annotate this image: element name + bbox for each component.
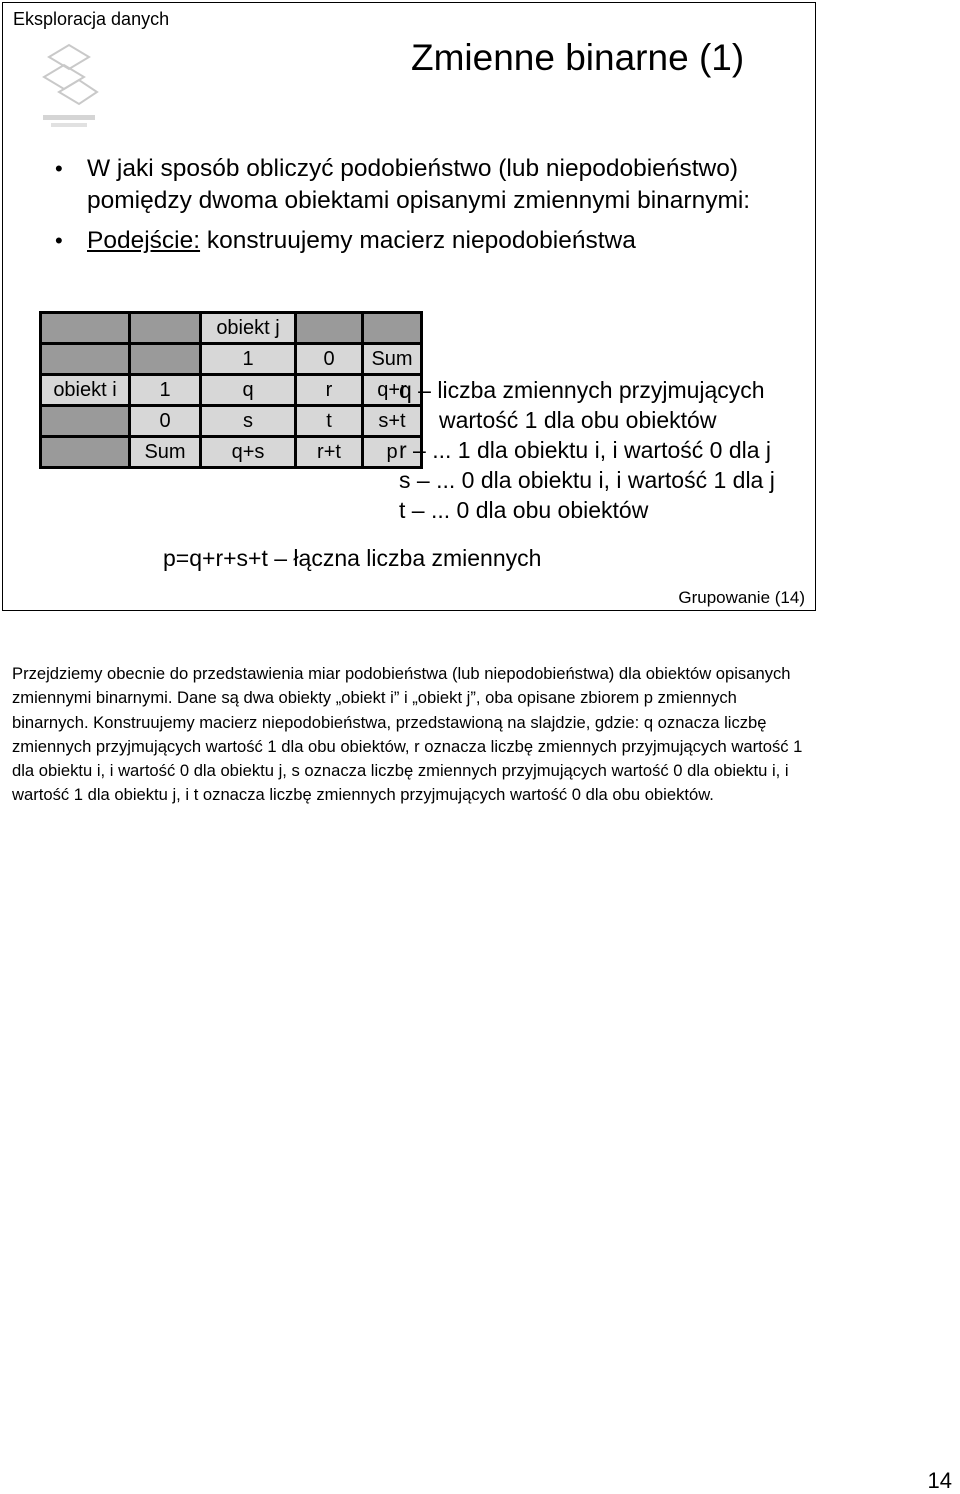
matrix-cell: r+t: [296, 437, 363, 468]
bullet-item: [55, 153, 755, 217]
matrix-cell: q: [201, 375, 296, 406]
row-header: obiekt i: [41, 375, 130, 406]
slide-title: Zmienne binarne (1): [411, 37, 745, 78]
header-label: Eksploracja danych: [13, 9, 170, 29]
row-label: 1: [130, 375, 201, 406]
bullet-item: [55, 225, 755, 257]
row-label: Sum: [130, 437, 201, 468]
matrix-cell: r: [296, 375, 363, 406]
col-label: Sum: [363, 344, 422, 375]
legend-r: r – ... 1 dla obiektu i, i wartość 0 dla j: [399, 437, 772, 463]
page-number: 14: [927, 1468, 952, 1493]
bullet-dot-icon: •: [55, 228, 63, 253]
bullet-dot-icon: •: [55, 156, 63, 181]
legend-q-cont: wartość 1 dla obu obiektów: [439, 407, 717, 433]
bullet-list: [55, 153, 755, 265]
formula: p=q+r+s+t – łączna liczba zmiennych: [163, 545, 542, 571]
logo-icon: [39, 37, 99, 129]
legend-s: s – ... 0 dla obiektu i, i wartość 1 dla j: [399, 467, 775, 493]
matrix-cell: q+s: [201, 437, 296, 468]
matrix-cell: q+r: [363, 375, 422, 406]
contingency-matrix: [39, 311, 423, 469]
matrix-cell: s: [201, 406, 296, 437]
bullet-text: konstruujemy macierz niepodobieństwa: [200, 227, 636, 254]
legend: [399, 375, 775, 525]
note-text: Przejdziemy obecnie do przedstawienia miar podobieństwa (lub niepodobieństwa) dla obiektów opisanych zmiennymi binarnymi. Dane są dwa obiekty „obiekt i” i „obiekt j”, oba opisane zbiorem p zmiennych binarnych. Konstruujemy macierz niepodobieństwa, przedstawioną na slajdzie, gdzie: q oznacza liczbę zmiennych przyjmujących wartość 1 dla obu obiektów, r oznacza liczbę zmiennych przyjmujących wartość 1 dla obiektu i, i wartość 0 dla obiektu j, s oznacza liczbę zmiennych przyjmujących wartość 0 dla obiektu i, i wartość 1 dla obiektu j, i t oznacza liczbę zmiennych przyjmujących wartość 0 dla obu obiektów.: [12, 664, 803, 805]
legend-q: q – liczba zmiennych przyjmujących: [399, 377, 765, 403]
matrix-cell: s+t: [363, 406, 422, 437]
matrix-cell: t: [296, 406, 363, 437]
matrix-cell: p: [363, 437, 422, 468]
col-label: 0: [296, 344, 363, 375]
slide: [2, 2, 816, 611]
legend-t: t – ... 0 dla obu obiektów: [399, 497, 649, 523]
col-header: obiekt j: [201, 313, 296, 344]
row-label: 0: [130, 406, 201, 437]
col-label: 1: [201, 344, 296, 375]
bullet-text: W jaki sposób obliczyć podobieństwo (lub niepodobieństwo) pomiędzy dwoma obiektami opisanymi zmiennymi binarnymi:: [87, 155, 751, 214]
bullet-lead: Podejście:: [87, 227, 201, 254]
footer-label: Grupowanie (14): [678, 588, 805, 607]
